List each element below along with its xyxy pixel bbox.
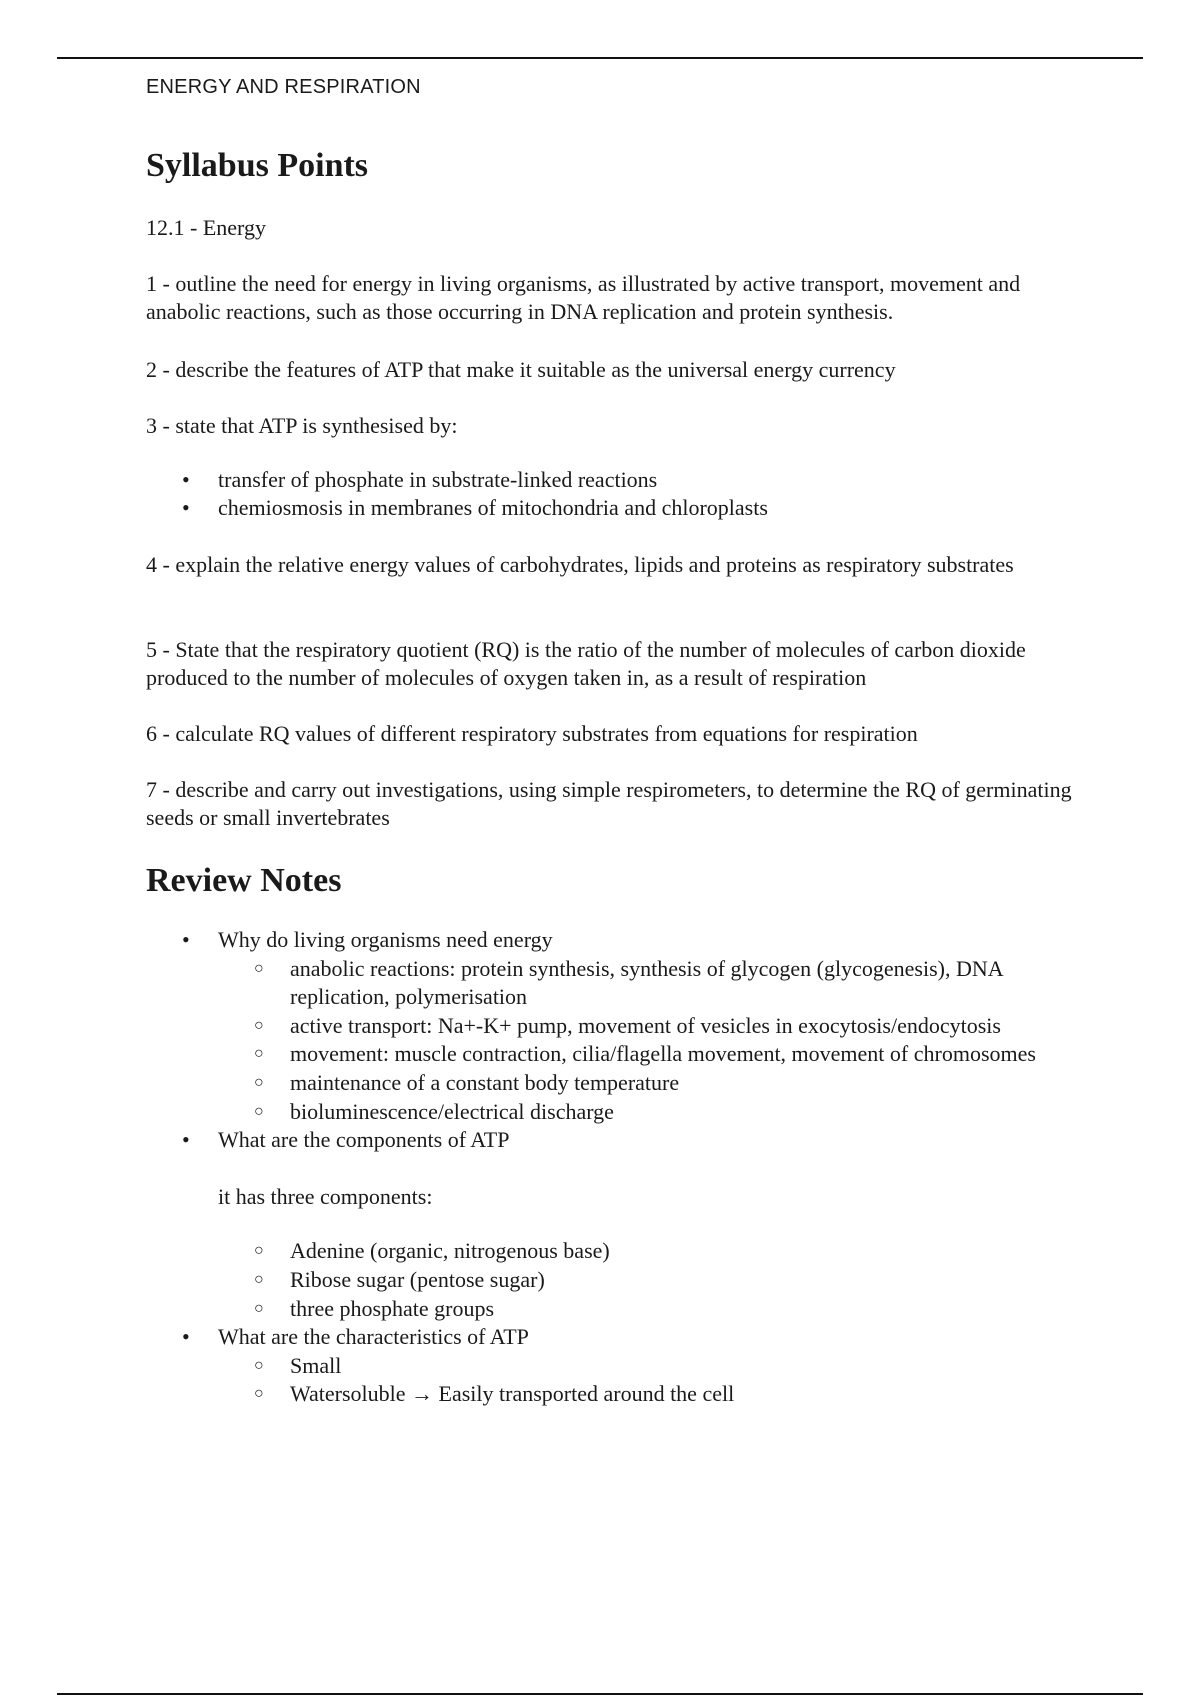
- syllabus-point-5: 5 - State that the respiratory quotient (RQ) is the ratio of the number of molecules of carbon dioxide produced to the number of molecules of oxygen taken in, as a result of respiration: [146, 637, 1026, 690]
- syllabus-point-3-list: [146, 466, 1086, 522]
- list-item: [146, 955, 1086, 1012]
- list-item-text: anabolic reactions: protein synthesis, synthesis of glycogen (glycogenesis), DNA replication, polymerisation: [290, 955, 1003, 1010]
- syllabus-point-2: 2 - describe the features of ATP that make it suitable as the universal energy currency: [146, 357, 896, 382]
- list-item-text: Small: [290, 1352, 342, 1378]
- list-item-text: Adenine (organic, nitrogenous base): [290, 1238, 610, 1264]
- syllabus-point-3: 3 - state that ATP is synthesised by:: [146, 413, 458, 438]
- review-question-2: What are the components of ATP: [218, 1127, 510, 1153]
- bullet-circle-icon: ○: [254, 959, 264, 977]
- syllabus-heading: Syllabus Points: [146, 147, 369, 184]
- list-item: [146, 1323, 1086, 1352]
- syllabus-point-1: 1 - outline the need for energy in living organisms, as illustrated by active transport, movement and anabolic reactions, such as those occurring in DNA replication and protein synthesis.: [146, 271, 1021, 324]
- bullet-circle-icon: ○: [254, 1102, 264, 1120]
- bullet-circle-icon: ○: [254, 1299, 264, 1317]
- list-item-text: active transport: Na+-K+ pump, movement of vesicles in exocytosis/endocytosis: [290, 1012, 1001, 1038]
- syllabus-section-title: 12.1 - Energy: [146, 215, 266, 240]
- syllabus-point-6: 6 - calculate RQ values of different respiratory substrates from equations for respiration: [146, 721, 918, 746]
- list-item: [146, 1237, 1086, 1266]
- list-item-text: Watersoluble → Easily transported around the cell: [290, 1381, 735, 1407]
- list-item: [146, 1126, 1086, 1155]
- review-question-3: What are the characteristics of ATP: [218, 1324, 529, 1350]
- bullet-circle-icon: ○: [254, 1073, 264, 1091]
- list-item: [146, 1069, 1086, 1098]
- bullet-disc-icon: •: [182, 927, 190, 952]
- list-item-text: chemiosmosis in membranes of mitochondria and chloroplasts: [218, 495, 768, 520]
- list-item: [146, 1266, 1086, 1295]
- review-heading: Review Notes: [146, 862, 342, 899]
- list-item: [146, 1040, 1086, 1069]
- list-item: [146, 1295, 1086, 1324]
- bullet-circle-icon: ○: [254, 1242, 264, 1260]
- list-item-text: Ribose sugar (pentose sugar): [290, 1266, 545, 1292]
- bullet-disc-icon: •: [182, 1127, 190, 1153]
- syllabus-point-7: 7 - describe and carry out investigations, using simple respirometers, to determine the RQ of germinating seeds or small invertebrates: [146, 777, 1072, 830]
- list-item: [146, 1098, 1086, 1127]
- bullet-circle-icon: ○: [254, 1016, 264, 1034]
- syllabus-point-4: 4 - explain the relative energy values of carbohydrates, lipids and proteins as respiratory substrates: [146, 552, 1014, 577]
- list-item-text: transfer of phosphate in substrate-linked reactions: [218, 467, 658, 492]
- top-rule: [57, 57, 1143, 59]
- list-item-text: bioluminescence/electrical discharge: [290, 1098, 614, 1124]
- bullet-circle-icon: ○: [254, 1045, 264, 1063]
- page-header: ENERGY AND RESPIRATION: [146, 76, 421, 98]
- list-item: [146, 1012, 1086, 1041]
- bullet-circle-icon: ○: [254, 1385, 264, 1403]
- list-item-text: maintenance of a constant body temperature: [290, 1069, 680, 1095]
- bullet-disc-icon: •: [182, 467, 190, 492]
- list-item: [146, 926, 1086, 955]
- list-item: [146, 1352, 1086, 1381]
- review-notes-list: [146, 926, 1086, 1409]
- bullet-disc-icon: •: [182, 495, 190, 520]
- bullet-disc-icon: •: [182, 1324, 190, 1350]
- list-item-text: movement: muscle contraction, cilia/flagella movement, movement of chromosomes: [290, 1041, 1036, 1067]
- bullet-circle-icon: ○: [254, 1356, 264, 1374]
- bottom-rule: [57, 1693, 1143, 1695]
- list-item: [146, 466, 1086, 494]
- list-item: [146, 494, 1086, 522]
- review-note: it has three components:: [218, 1183, 433, 1209]
- review-question-1: Why do living organisms need energy: [218, 927, 553, 952]
- list-item: [146, 1380, 1086, 1409]
- list-item-text: three phosphate groups: [290, 1295, 495, 1321]
- bullet-circle-icon: ○: [254, 1270, 264, 1288]
